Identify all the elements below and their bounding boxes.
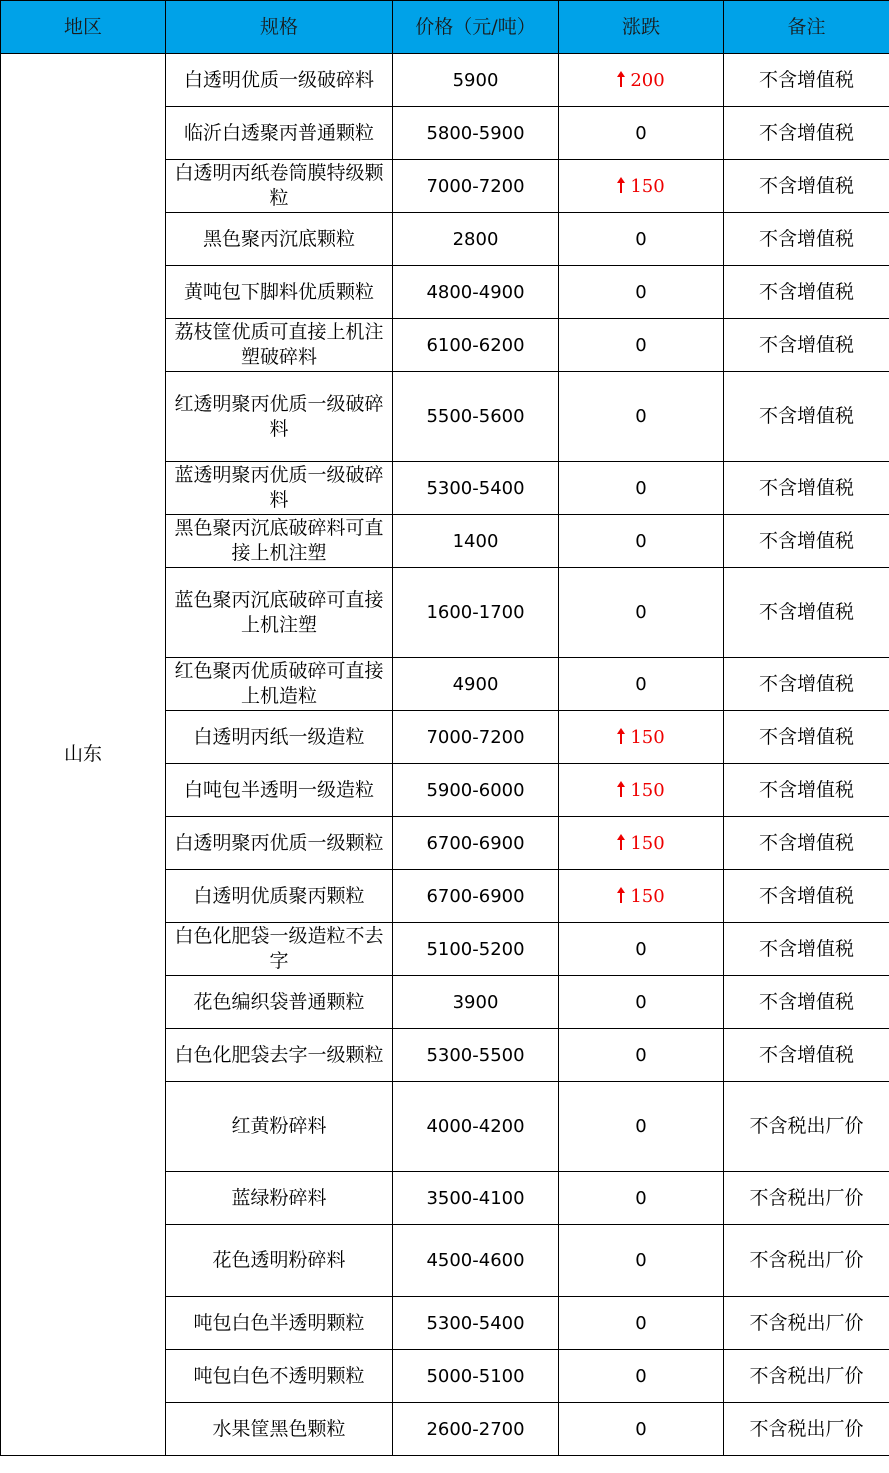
spec-cell: 红色聚丙优质破碎可直接上机造粒	[166, 658, 393, 711]
price-cell: 5100-5200	[393, 923, 559, 976]
change-cell	[559, 1225, 724, 1297]
change-cell	[559, 976, 724, 1029]
change-value: 150	[630, 726, 665, 748]
note-cell: 不含增值税	[724, 923, 889, 976]
header-spec: 规格	[166, 1, 393, 54]
change-cell	[559, 1297, 724, 1350]
spec-cell: 蓝透明聚丙优质一级破碎料	[166, 462, 393, 515]
price-cell: 2600-2700	[393, 1403, 559, 1456]
spec-cell: 临沂白透聚丙普通颗粒	[166, 107, 393, 160]
change-cell	[559, 462, 724, 515]
price-cell: 5900	[393, 54, 559, 107]
change-cell	[559, 764, 724, 817]
spec-cell: 黄吨包下脚料优质颗粒	[166, 266, 393, 319]
change-cell	[559, 568, 724, 658]
note-cell: 不含增值税	[724, 1029, 889, 1082]
up-arrow-icon	[617, 781, 625, 797]
price-cell: 5900-6000	[393, 764, 559, 817]
note-cell: 不含税出厂价	[724, 1172, 889, 1225]
note-cell: 不含增值税	[724, 568, 889, 658]
note-cell: 不含税出厂价	[724, 1082, 889, 1172]
change-value: 0	[635, 477, 647, 499]
note-cell: 不含增值税	[724, 870, 889, 923]
up-arrow-icon	[617, 887, 625, 903]
change-value: 0	[635, 1116, 647, 1137]
price-cell: 6100-6200	[393, 319, 559, 372]
note-cell: 不含增值税	[724, 213, 889, 266]
change-cell	[559, 658, 724, 711]
price-cell: 4800-4900	[393, 266, 559, 319]
header-row	[1, 1, 889, 54]
change-value: 0	[635, 602, 647, 623]
spec-cell: 吨包白色不透明颗粒	[166, 1350, 393, 1403]
note-cell: 不含增值税	[724, 817, 889, 870]
spec-cell: 蓝绿粉碎料	[166, 1172, 393, 1225]
spec-cell: 白透明优质一级破碎料	[166, 54, 393, 107]
price-cell: 5300-5400	[393, 462, 559, 515]
price-cell: 3500-4100	[393, 1172, 559, 1225]
region-cell: 山东	[1, 54, 166, 1456]
change-cell	[559, 711, 724, 764]
change-cell	[559, 372, 724, 462]
change-value: 0	[635, 1187, 647, 1209]
spec-cell: 白透明优质聚丙颗粒	[166, 870, 393, 923]
change-value: 150	[630, 175, 665, 197]
change-value: 0	[635, 1044, 647, 1066]
price-cell: 5300-5400	[393, 1297, 559, 1350]
price-cell: 4500-4600	[393, 1225, 559, 1297]
spec-cell: 水果筐黑色颗粒	[166, 1403, 393, 1456]
spec-cell: 花色编织袋普通颗粒	[166, 976, 393, 1029]
up-arrow-icon	[617, 728, 625, 744]
price-cell: 5800-5900	[393, 107, 559, 160]
change-value: 0	[635, 1250, 647, 1271]
price-cell: 7000-7200	[393, 160, 559, 213]
change-cell	[559, 160, 724, 213]
change-value: 0	[635, 673, 647, 695]
change-value: 150	[630, 885, 665, 907]
spec-cell: 荔枝筐优质可直接上机注塑破碎料	[166, 319, 393, 372]
spec-cell: 白透明聚丙优质一级颗粒	[166, 817, 393, 870]
spec-cell: 花色透明粉碎料	[166, 1225, 393, 1297]
change-cell	[559, 213, 724, 266]
price-cell: 7000-7200	[393, 711, 559, 764]
spec-cell: 白色化肥袋一级造粒不去字	[166, 923, 393, 976]
header-region: 地区	[1, 1, 166, 54]
change-cell	[559, 1350, 724, 1403]
change-value: 150	[630, 779, 665, 801]
table-row	[1, 54, 889, 107]
price-cell: 6700-6900	[393, 817, 559, 870]
change-value: 200	[630, 69, 665, 91]
change-value: 0	[635, 228, 647, 250]
change-cell	[559, 107, 724, 160]
change-value: 0	[635, 530, 647, 552]
header-price: 价格（元/吨）	[393, 1, 559, 54]
price-cell: 1400	[393, 515, 559, 568]
change-cell	[559, 1029, 724, 1082]
spec-cell: 白吨包半透明一级造粒	[166, 764, 393, 817]
price-cell: 3900	[393, 976, 559, 1029]
note-cell: 不含税出厂价	[724, 1350, 889, 1403]
price-cell: 2800	[393, 213, 559, 266]
price-cell: 6700-6900	[393, 870, 559, 923]
note-cell: 不含增值税	[724, 160, 889, 213]
spec-cell: 白透明丙纸一级造粒	[166, 711, 393, 764]
spec-cell: 蓝色聚丙沉底破碎可直接上机注塑	[166, 568, 393, 658]
change-cell	[559, 1403, 724, 1456]
change-value: 0	[635, 406, 647, 427]
note-cell: 不含税出厂价	[724, 1297, 889, 1350]
change-cell	[559, 923, 724, 976]
table-header	[1, 1, 889, 54]
change-value: 0	[635, 1312, 647, 1334]
change-cell	[559, 1172, 724, 1225]
change-cell	[559, 515, 724, 568]
note-cell: 不含增值税	[724, 764, 889, 817]
price-cell: 4900	[393, 658, 559, 711]
note-cell: 不含税出厂价	[724, 1225, 889, 1297]
change-cell	[559, 319, 724, 372]
price-cell: 4000-4200	[393, 1082, 559, 1172]
note-cell: 不含增值税	[724, 658, 889, 711]
change-value: 0	[635, 334, 647, 356]
note-cell: 不含增值税	[724, 266, 889, 319]
note-cell: 不含增值税	[724, 711, 889, 764]
change-cell	[559, 817, 724, 870]
change-cell	[559, 266, 724, 319]
price-cell: 5000-5100	[393, 1350, 559, 1403]
note-cell: 不含增值税	[724, 372, 889, 462]
spec-cell: 红透明聚丙优质一级破碎料	[166, 372, 393, 462]
spec-cell: 吨包白色半透明颗粒	[166, 1297, 393, 1350]
change-value: 0	[635, 1365, 647, 1387]
change-cell	[559, 54, 724, 107]
change-cell	[559, 1082, 724, 1172]
header-change: 涨跌	[559, 1, 724, 54]
spec-cell: 黑色聚丙沉底破碎料可直接上机注塑	[166, 515, 393, 568]
up-arrow-icon	[617, 177, 625, 193]
note-cell: 不含增值税	[724, 515, 889, 568]
up-arrow-icon	[617, 834, 625, 850]
change-value: 0	[635, 938, 647, 960]
table-body	[1, 54, 889, 1456]
change-value: 150	[630, 832, 665, 854]
price-cell: 5500-5600	[393, 372, 559, 462]
change-cell	[559, 870, 724, 923]
spec-cell: 黑色聚丙沉底颗粒	[166, 213, 393, 266]
spec-cell: 白色化肥袋去字一级颗粒	[166, 1029, 393, 1082]
note-cell: 不含增值税	[724, 462, 889, 515]
note-cell: 不含增值税	[724, 54, 889, 107]
change-value: 0	[635, 991, 647, 1013]
note-cell: 不含增值税	[724, 319, 889, 372]
price-cell: 1600-1700	[393, 568, 559, 658]
header-note: 备注	[724, 1, 889, 54]
change-value: 0	[635, 1418, 647, 1440]
note-cell: 不含增值税	[724, 107, 889, 160]
price-cell: 5300-5500	[393, 1029, 559, 1082]
change-value: 0	[635, 122, 647, 144]
change-value: 0	[635, 281, 647, 303]
spec-cell: 白透明丙纸卷筒膜特级颗粒	[166, 160, 393, 213]
up-arrow-icon	[617, 71, 625, 87]
spec-cell: 红黄粉碎料	[166, 1082, 393, 1172]
note-cell: 不含增值税	[724, 976, 889, 1029]
note-cell: 不含税出厂价	[724, 1403, 889, 1456]
